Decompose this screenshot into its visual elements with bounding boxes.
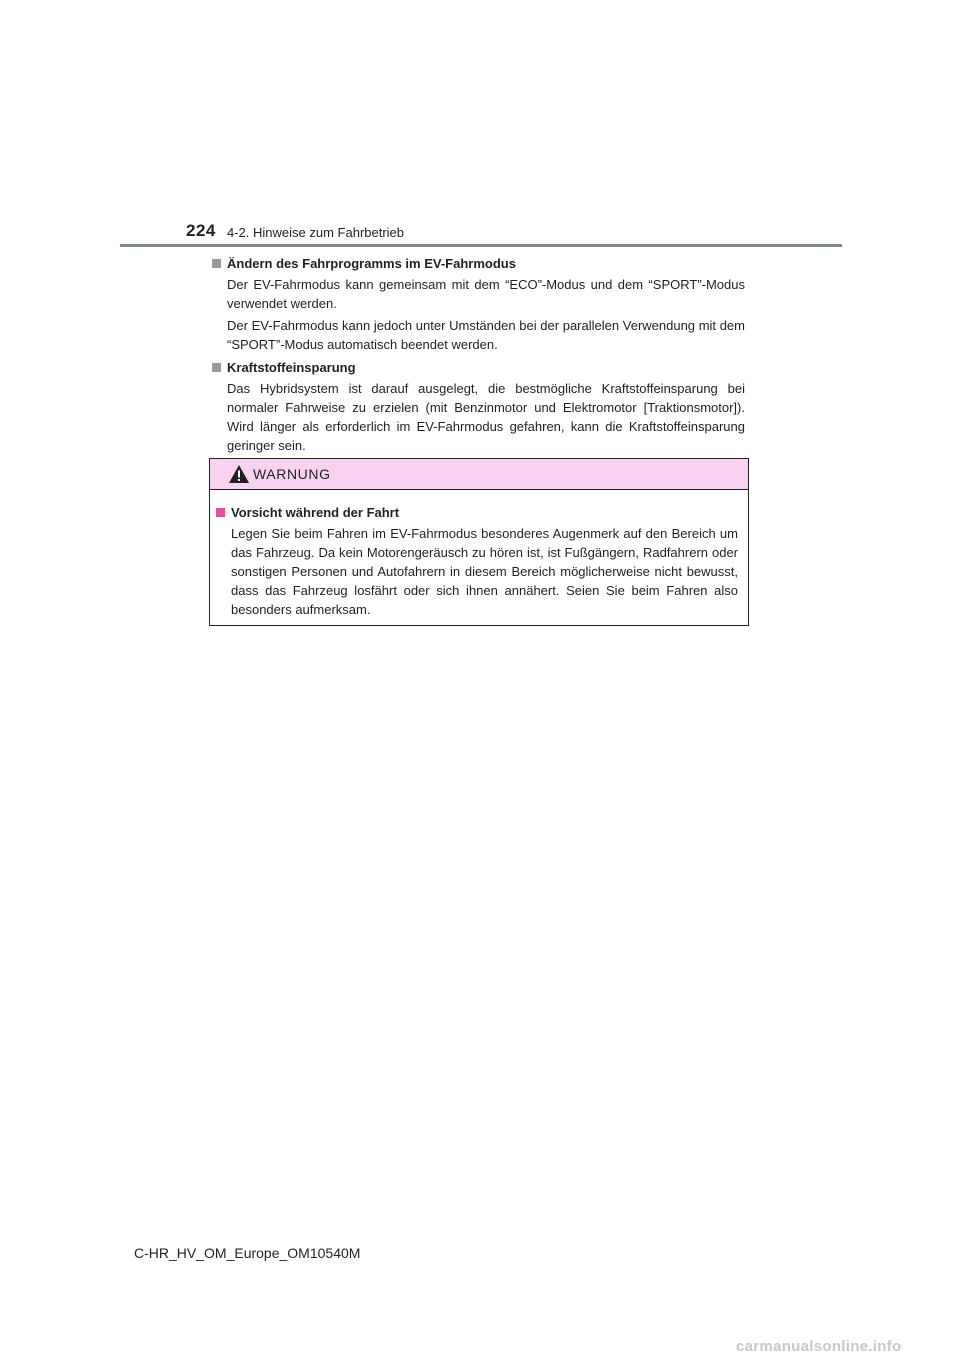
square-bullet-icon: [216, 508, 225, 517]
warning-triangle-icon: [228, 464, 250, 484]
warning-text: Legen Sie beim Fahren im EV-Fahrmodus besonderes Augenmerk auf den Bereich um das Fahrzeug. Da kein Motorengeräusch zu hören ist, ist Fußgängern, Radfahrern oder sonstigen Personen und Autofahrern in diesem Bereich möglicherweise nicht bewusst, dass das Fahrzeug losfährt oder sich ihnen annähert. Seien Sie beim Fahren also besonders aufmerksam.: [231, 526, 738, 617]
section-title: 4-2. Hinweise zum Fahrbetrieb: [227, 225, 405, 240]
paragraph: Der EV-Fahrmodus kann jedoch unter Umständen bei der parallelen Verwendung mit dem “SPORT”-Modus automatisch beendet werden.: [227, 318, 745, 352]
square-bullet-icon: [212, 259, 221, 268]
main-content: [212, 254, 745, 455]
page-number: 224: [186, 221, 216, 240]
warning-body: [210, 490, 748, 619]
header-divider: [120, 244, 842, 247]
warning-header: [210, 459, 748, 490]
warning-box: [209, 458, 749, 626]
paragraph: Das Hybridsystem ist darauf ausgelegt, die bestmögliche Kraftstoffeinsparung bei normaler Fahrweise zu erzielen (mit Benzinmotor und Elektromotor [Traktionsmotor]). Wird länger als erforderlich im EV-Fahrmodus gefahren, kann die Kraftstoffeinsparung geringer sein.: [227, 381, 745, 453]
warning-heading-text: Vorsicht während der Fahrt: [231, 505, 400, 520]
section-heading: [212, 254, 745, 273]
section-heading-text: Ändern des Fahrprogramms im EV-Fahrmodus: [227, 256, 516, 271]
footer-doc-id: C-HR_HV_OM_Europe_OM10540M: [134, 1245, 361, 1261]
section-heading-text: Kraftstoffeinsparung: [227, 360, 356, 375]
footer-watermark: carmanualsonline.info: [736, 1338, 902, 1355]
warning-heading: [216, 503, 738, 522]
section-fuel-economy: [212, 358, 745, 455]
section-ev-mode: [212, 254, 745, 354]
square-bullet-icon: [212, 363, 221, 372]
paragraph: Der EV-Fahrmodus kann gemeinsam mit dem “ECO”-Modus und dem “SPORT”-Modus verwendet werden.: [227, 277, 745, 311]
warning-title: WARNUNG: [253, 466, 331, 482]
section-heading: [212, 358, 745, 377]
